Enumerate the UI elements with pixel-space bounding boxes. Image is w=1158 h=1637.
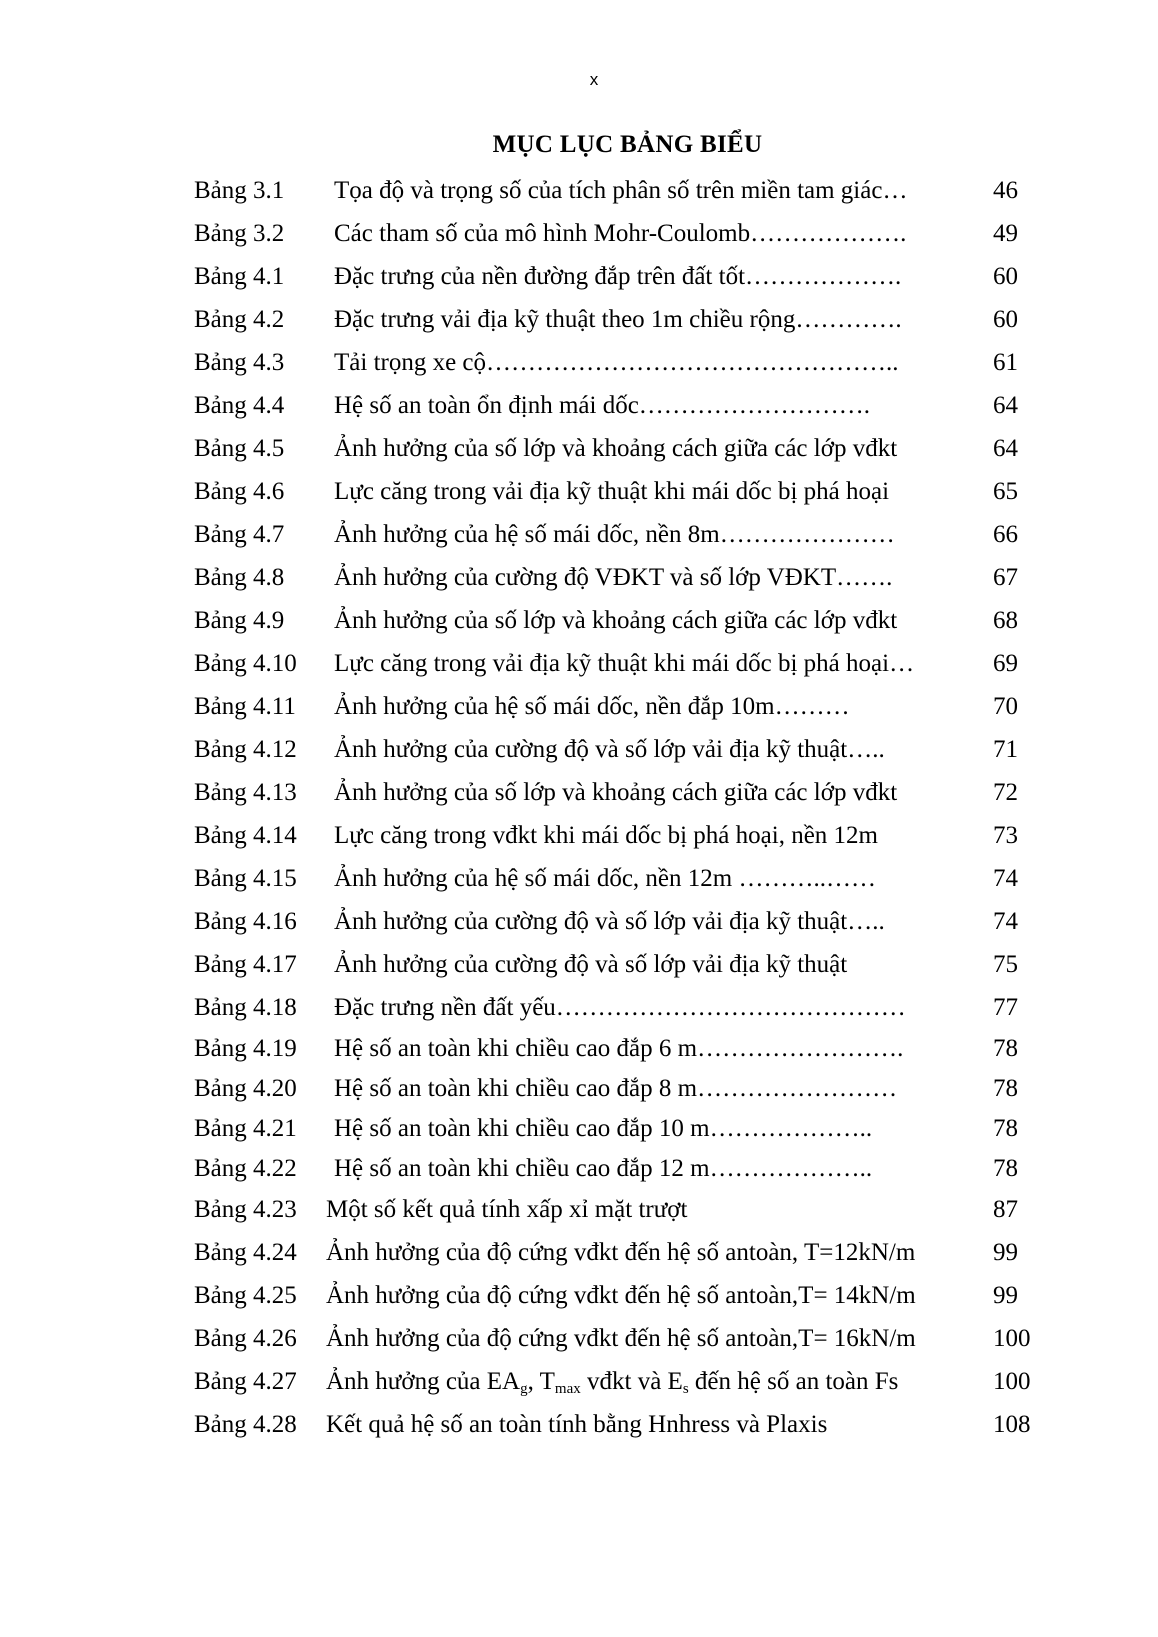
- entry-label: Bảng 4.7: [194, 521, 285, 548]
- entry-page: 64: [993, 435, 1018, 462]
- toc-entry[interactable]: [0, 1034, 1158, 1064]
- entry-label: Bảng 4.28: [194, 1411, 297, 1438]
- entry-text: Ảnh hưởng của độ cứng vđkt đến hệ số antoàn,T= 14kN/m: [326, 1282, 916, 1309]
- entry-text: Ảnh hưởng của cường độ VĐKT và số lớp VĐKT…….: [334, 564, 893, 591]
- entry-label: Bảng 4.17: [194, 951, 297, 978]
- toc-entry[interactable]: [0, 305, 1158, 335]
- entry-text: Ảnh hưởng của độ cứng vđkt đến hệ số antoàn, T=12kN/m: [326, 1239, 916, 1266]
- entry-label: Bảng 4.6: [194, 478, 285, 505]
- toc-entry[interactable]: [0, 348, 1158, 378]
- entry-page: 71: [993, 736, 1018, 763]
- entry-text: Lực căng trong vải địa kỹ thuật khi mái dốc bị phá hoại…: [334, 650, 915, 677]
- entry-label: Bảng 4.10: [194, 650, 297, 677]
- entry-page: 61: [993, 349, 1018, 376]
- entry-text: Kết quả hệ số an toàn tính bằng Hnhress và Plaxis: [326, 1411, 828, 1438]
- entry-text: Ảnh hưởng của cường độ và số lớp vải địa kỹ thuật…..: [334, 908, 885, 935]
- entry-label: Bảng 4.16: [194, 908, 297, 935]
- toc-entry[interactable]: [0, 1074, 1158, 1104]
- entry-text: Ảnh hưởng của cường độ và số lớp vải địa kỹ thuật: [334, 951, 848, 978]
- entry-text-part: Ảnh hưởng của EA: [326, 1368, 521, 1395]
- toc-entry[interactable]: [0, 219, 1158, 249]
- toc-entry[interactable]: [0, 520, 1158, 550]
- entry-page: 73: [993, 822, 1018, 849]
- entry-text: Hệ số an toàn khi chiều cao đắp 8 m……………………: [334, 1075, 898, 1102]
- entry-label: Bảng 4.26: [194, 1325, 297, 1352]
- toc-entry[interactable]: [0, 434, 1158, 464]
- toc-entry[interactable]: [0, 1367, 1158, 1397]
- entry-text: Ảnh hưởng của hệ số mái dốc, nền 8m…………………: [334, 521, 895, 548]
- page-number: x: [589, 70, 599, 89]
- entry-text: Ảnh hưởng của cường độ và số lớp vải địa kỹ thuật…..: [334, 736, 885, 763]
- entry-page: 65: [993, 478, 1018, 505]
- entry-label: Bảng 4.1: [194, 263, 285, 290]
- toc-entry[interactable]: [0, 1154, 1158, 1184]
- entry-label: Bảng 4.13: [194, 779, 297, 806]
- entry-page: 78: [993, 1115, 1018, 1142]
- entry-page: 60: [993, 306, 1018, 333]
- entry-text: Hệ số an toàn khi chiều cao đắp 10 m………………..: [334, 1115, 873, 1142]
- entry-text: Lực căng trong vải địa kỹ thuật khi mái dốc bị phá hoại: [334, 478, 890, 505]
- entry-page: 74: [993, 865, 1018, 892]
- entry-text: Tải trọng xe cộ…………………………………………..: [334, 349, 899, 376]
- toc-entry[interactable]: [0, 1410, 1158, 1440]
- entry-page: 74: [993, 908, 1018, 935]
- entry-label: Bảng 4.18: [194, 994, 297, 1021]
- toc-entry[interactable]: [0, 864, 1158, 894]
- toc-entry[interactable]: [0, 1324, 1158, 1354]
- entry-page: 46: [993, 177, 1018, 204]
- entry-text: Ảnh hưởng của hệ số mái dốc, nền 12m ………..……: [334, 865, 876, 892]
- toc-entry[interactable]: [0, 262, 1158, 292]
- entry-label: Bảng 4.9: [194, 607, 285, 634]
- toc-entry[interactable]: [0, 821, 1158, 851]
- entry-label: Bảng 4.27: [194, 1368, 297, 1395]
- entry-label: Bảng 4.12: [194, 736, 297, 763]
- entry-text: Tọa độ và trọng số của tích phân số trên miền tam giác…: [334, 177, 908, 204]
- entry-page: 66: [993, 521, 1018, 548]
- entry-text: Ảnh hưởng của số lớp và khoảng cách giữa các lớp vđkt: [334, 435, 898, 462]
- toc-entry[interactable]: [0, 735, 1158, 765]
- entry-label: Bảng 4.24: [194, 1239, 297, 1266]
- entry-page: 60: [993, 263, 1018, 290]
- toc-entry[interactable]: [0, 907, 1158, 937]
- entry-text: [326, 1367, 898, 1397]
- entry-page: 78: [993, 1155, 1018, 1182]
- toc-entry[interactable]: [0, 477, 1158, 507]
- entry-subscript: max: [554, 1381, 581, 1397]
- entry-text: Ảnh hưởng của hệ số mái dốc, nền đắp 10m………: [334, 693, 850, 720]
- entry-text-part: , T: [527, 1368, 555, 1395]
- entry-page: 70: [993, 693, 1018, 720]
- entry-text: Ảnh hưởng của số lớp và khoảng cách giữa các lớp vđkt: [334, 779, 898, 806]
- entry-text: Lực căng trong vđkt khi mái dốc bị phá hoại, nền 12m: [334, 822, 878, 849]
- entry-page: 69: [993, 650, 1018, 677]
- entry-text: Đặc trưng nền đất yếu……………………………………: [334, 994, 906, 1021]
- entry-label: Bảng 4.4: [194, 392, 285, 419]
- toc-entry[interactable]: [0, 1238, 1158, 1268]
- entry-page: 68: [993, 607, 1018, 634]
- entry-text: Ảnh hưởng của số lớp và khoảng cách giữa các lớp vđkt: [334, 607, 898, 634]
- entry-text-part: vđkt và E: [580, 1368, 683, 1395]
- entry-page: 108: [993, 1411, 1031, 1438]
- entry-page: 67: [993, 564, 1018, 591]
- page-title: MỤC LỤC BẢNG BIỂU: [492, 131, 763, 158]
- entry-label: Bảng 4.22: [194, 1155, 297, 1182]
- entry-page: 78: [993, 1035, 1018, 1062]
- toc-entry[interactable]: [0, 950, 1158, 980]
- entry-label: Bảng 4.25: [194, 1282, 297, 1309]
- entry-text: Hệ số an toàn khi chiều cao đắp 6 m…………………….: [334, 1035, 904, 1062]
- entry-label: Bảng 4.23: [194, 1196, 297, 1223]
- toc-entry[interactable]: [0, 176, 1158, 206]
- entry-page: 78: [993, 1075, 1018, 1102]
- entry-page: 100: [993, 1368, 1031, 1395]
- entry-subscript: s: [682, 1381, 689, 1397]
- entry-text: Các tham số của mô hình Mohr-Coulomb……………….: [334, 220, 907, 247]
- entry-page: 64: [993, 392, 1018, 419]
- entry-page: 72: [993, 779, 1018, 806]
- entry-subscript: g: [520, 1381, 528, 1397]
- toc-entry[interactable]: [0, 649, 1158, 679]
- entry-page: 77: [993, 994, 1018, 1021]
- entry-label: Bảng 4.21: [194, 1115, 297, 1142]
- entry-label: Bảng 4.2: [194, 306, 285, 333]
- entry-label: Bảng 4.20: [194, 1075, 297, 1102]
- toc-entry[interactable]: [0, 1114, 1158, 1144]
- entry-page: 99: [993, 1282, 1018, 1309]
- entry-page: 100: [993, 1325, 1031, 1352]
- entry-page: 99: [993, 1239, 1018, 1266]
- entry-label: Bảng 4.19: [194, 1035, 297, 1062]
- entry-text: Hệ số an toàn khi chiều cao đắp 12 m………………..: [334, 1155, 873, 1182]
- entry-label: Bảng 3.2: [194, 220, 285, 247]
- toc-entry[interactable]: [0, 563, 1158, 593]
- entry-label: Bảng 4.11: [194, 693, 296, 720]
- entry-text-part: đến hệ số an toàn Fs: [688, 1368, 899, 1395]
- toc-entry[interactable]: [0, 692, 1158, 722]
- toc-entry[interactable]: [0, 993, 1158, 1023]
- entry-page: 75: [993, 951, 1018, 978]
- toc-entry[interactable]: [0, 391, 1158, 421]
- entry-text: Đặc trưng vải địa kỹ thuật theo 1m chiều rộng………….: [334, 306, 902, 333]
- toc-entry[interactable]: [0, 1281, 1158, 1311]
- entry-page: 87: [993, 1196, 1018, 1223]
- toc-entry[interactable]: [0, 778, 1158, 808]
- entry-label: Bảng 4.8: [194, 564, 285, 591]
- entry-label: Bảng 3.1: [194, 177, 285, 204]
- entry-label: Bảng 4.15: [194, 865, 297, 892]
- entry-page: 49: [993, 220, 1018, 247]
- entry-label: Bảng 4.3: [194, 349, 285, 376]
- entry-label: Bảng 4.14: [194, 822, 297, 849]
- entry-text: Hệ số an toàn ổn định mái dốc……………………….: [334, 392, 871, 419]
- entry-text: Ảnh hưởng của độ cứng vđkt đến hệ số antoàn,T= 16kN/m: [326, 1325, 916, 1352]
- toc-entry[interactable]: [0, 1195, 1158, 1225]
- entry-text: Đặc trưng của nền đường đắp trên đất tốt……………….: [334, 263, 902, 290]
- entry-label: Bảng 4.5: [194, 435, 285, 462]
- toc-entry[interactable]: [0, 606, 1158, 636]
- entry-text: Một số kết quả tính xấp xỉ mặt trượt: [326, 1196, 688, 1223]
